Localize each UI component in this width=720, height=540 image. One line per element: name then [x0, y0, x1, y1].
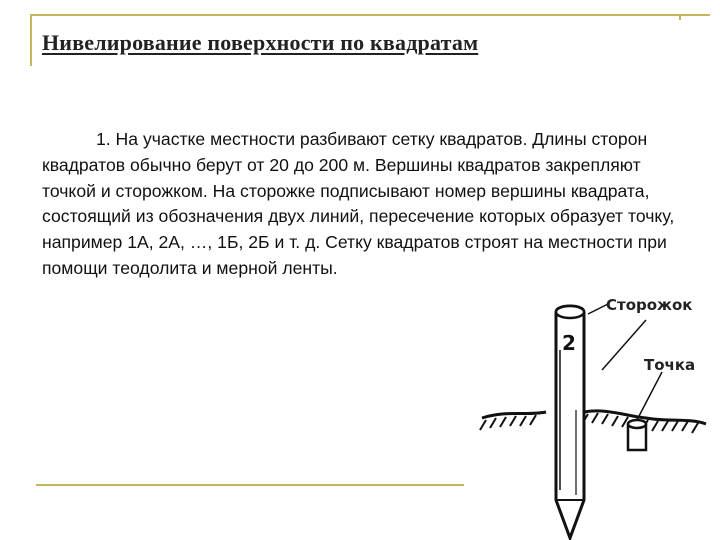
stake-and-point-illustration [476, 290, 712, 540]
stake-label: Сторожок [606, 296, 693, 314]
paragraph-text: 1. На участке местности разбивают сетку квадратов. Длины сторон квадратов обычно берут от 20 до 200 м. Вершины квадратов закрепляют точкой и сторожком. На сторожке подписывают номер вершины квадрата, состоящий из обозначения двух линий, пересечение которых образует точку, например 1А, 2А, …, 1Б, 2Б и т. д. Сетку квадратов строят на местности при помощи теодолита и мерной ленты. [42, 129, 675, 278]
frame-line-top [30, 14, 680, 16]
point-label: Точка [644, 356, 696, 374]
ground-hatching [480, 413, 698, 433]
frame-line-right [679, 14, 681, 20]
leader-line-stake [588, 304, 608, 314]
frame-line-left [30, 14, 32, 66]
slide-title: Нивелирование поверхности по квадратам [42, 30, 479, 55]
stake-number: 2 [562, 331, 576, 355]
body-paragraph [42, 127, 692, 282]
leader-line-point [638, 372, 662, 418]
frame-line-bottom [36, 484, 464, 486]
point-peg-icon [628, 420, 646, 450]
